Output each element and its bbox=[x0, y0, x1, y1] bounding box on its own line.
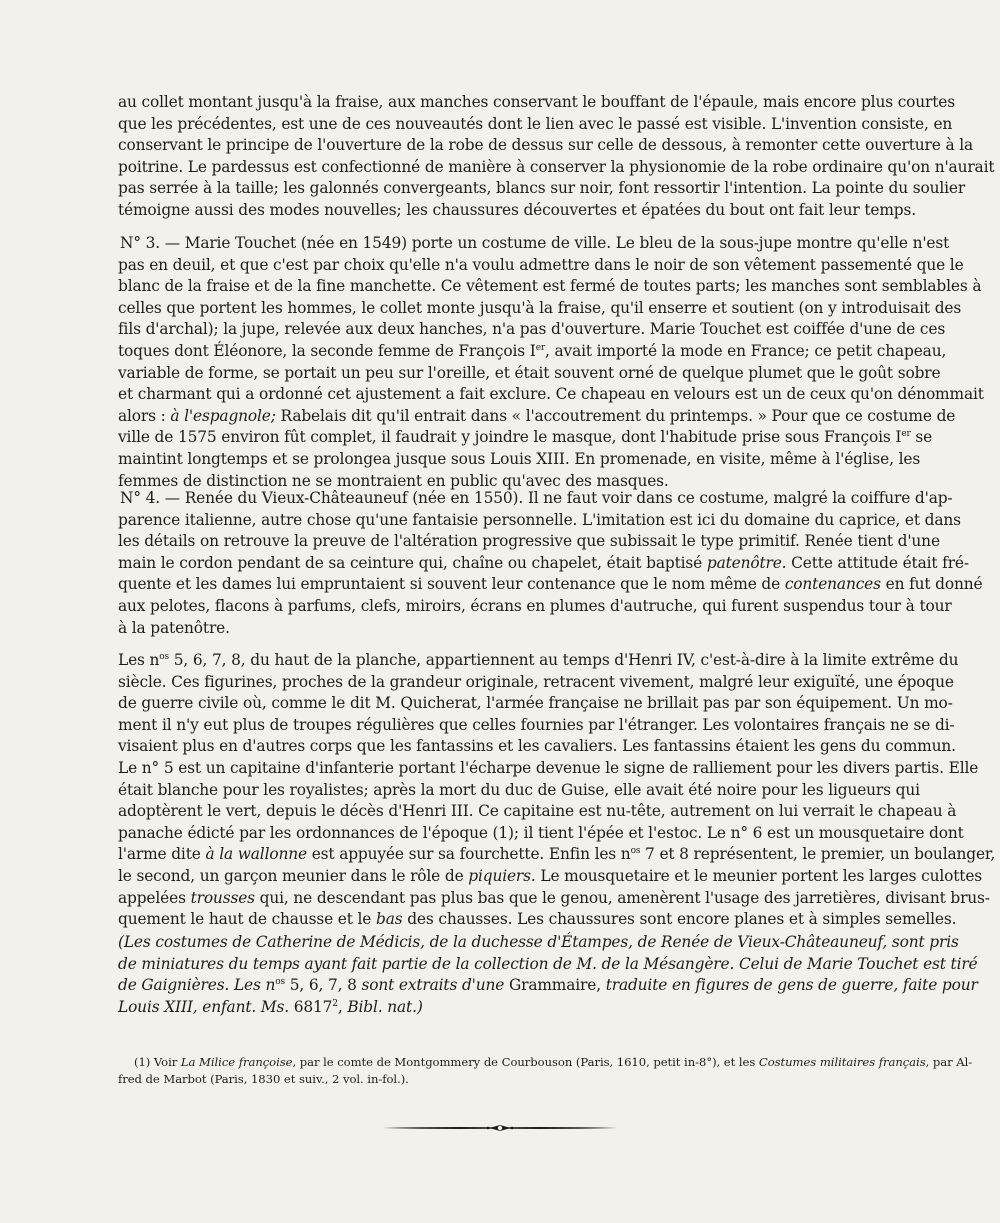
text-segment: (1) Voir bbox=[134, 1055, 181, 1069]
text-line: celles que portent les hommes, le collet monte jusqu'à la fraise, qu'il enserre et soutient (on y introduisait des bbox=[118, 298, 962, 317]
italic-term: piquiers. bbox=[468, 866, 536, 885]
text-line: conservant le principe de l'ouverture de la robe de dessus sur celle de dessous, à remonter cette ouverture à la bbox=[118, 136, 974, 155]
italic-text: traduite en figures de gens de guerre, faite pour bbox=[605, 976, 978, 995]
text-line: poitrine. Le pardessus est confectionné de manière à conserver la physionomie de la robe ordinaire qu'on n'aurait bbox=[118, 157, 995, 176]
italic-text: La Milice françoise bbox=[180, 1055, 293, 1069]
text-line: visaient plus en d'autres corps que les fantassins et les cavaliers. Les fantassins étaient les gens du commun. bbox=[118, 737, 956, 756]
text-line bbox=[118, 650, 959, 672]
text-line: panache édicté par les ordonnances de l'époque (1); il tient l'épée et l'estoc. Le n° 6 est un mousquetaire dont bbox=[118, 823, 964, 842]
paragraph-4 bbox=[118, 650, 996, 931]
text-line: parence italienne, autre chose qu'une fantaisie personnelle. L'imitation est ici du domaine du caprice, et dans bbox=[118, 510, 961, 529]
text-line: et charmant qui a ordonné cet ajustement a fait exclure. Ce chapeau en velours est un de ceux qu'on dénommait bbox=[118, 385, 984, 404]
text-line: maintint longtemps et se prolongea jusque sous Louis XIII. En promenade, en visite, même à l'église, les bbox=[118, 449, 921, 468]
italic-text: de Gaignières. Les n bbox=[118, 976, 276, 995]
text-segment: Grammaire, bbox=[504, 976, 606, 995]
superscript: 2 bbox=[332, 998, 338, 1009]
text-line: fred de Marbot (Paris, 1830 et suiv., 2 vol. in-fol.). bbox=[118, 1072, 409, 1086]
italic-text: de miniatures du temps ayant fait partie de la collection de M. de la Mésangère. Celui de Marie Touchet est tiré bbox=[118, 954, 978, 973]
text-segment: le second, un garçon meunier dans le rôle de bbox=[118, 866, 469, 885]
text-line bbox=[118, 975, 978, 997]
text-segment: qui, ne descendant pas plus bas que le genou, amenèrent l'usage des jarretières, divisant brus- bbox=[254, 888, 990, 907]
text-line: aux pelotes, flacons à parfums, clefs, miroirs, écrans en plumes d'autruche, qui furent suspendus tour à tour bbox=[118, 596, 952, 615]
italic-text: Louis XIII, enfant. Ms. bbox=[118, 997, 289, 1016]
superscript: er bbox=[535, 342, 546, 353]
text-line: les détails on retrouve la preuve de l'altération progressive que subissait le type primitif. Renée tient d'une bbox=[118, 532, 940, 551]
text-line bbox=[118, 866, 983, 888]
text-line bbox=[118, 888, 990, 910]
italic-term: contenances bbox=[784, 575, 881, 594]
text-segment: quement le haut de chausse et le bbox=[118, 910, 376, 929]
text-line bbox=[118, 1054, 973, 1071]
text-segment: 7 et 8 représentent, le premier, un boulanger, bbox=[640, 845, 996, 864]
text-segment: 6817 bbox=[288, 997, 333, 1016]
italic-term: à l'espagnole; bbox=[170, 406, 276, 425]
text-segment: 5, 6, 7, 8, du haut de la planche, appartiennent au temps d'Henri IV, c'est-à-dire à la limite extrême du bbox=[169, 651, 959, 669]
superscript: os bbox=[159, 651, 170, 662]
paragraph-2 bbox=[118, 233, 984, 492]
italic-term: à la wallonne bbox=[205, 845, 307, 864]
text-line: de guerre civile où, comme le dit M. Quicherat, l'armée française ne brillait pas par son équipement. Un mo- bbox=[118, 694, 953, 713]
text-segment: , par Al- bbox=[925, 1055, 973, 1069]
text-segment: alors : bbox=[118, 406, 171, 425]
text-line: ment il n'y eut plus de troupes régulières que celles fournies par l'étranger. Les volontaires français ne se di- bbox=[118, 715, 955, 734]
text-line: N° 4. — Renée du Vieux-Châteauneuf (née en 1550). Il ne faut voir dans ce costume, malgré la coiffure d'ap- bbox=[120, 489, 953, 507]
text-segment: en fut donné bbox=[880, 575, 983, 594]
text-line bbox=[118, 427, 933, 449]
text-line bbox=[118, 553, 969, 575]
text-line: blanc de la fraise et de la fine manchette. Ce vêtement est fermé de toutes parts; les manches sont semblables à bbox=[118, 277, 982, 296]
text-line bbox=[118, 341, 947, 363]
text-segment: Rabelais dit qu'il entrait dans « l'accoutrement du printemps. » Pour que ce costume de bbox=[275, 406, 956, 425]
text-line: au collet montant jusqu'à la fraise, aux manches conservant le bouffant de l'épaule, mais encore plus courtes bbox=[118, 93, 955, 111]
text-segment: , par le comte de Montgommery de Courbouson (Paris, 1610, petit in-8°), et les bbox=[292, 1055, 759, 1069]
italic-term: trousses bbox=[190, 888, 255, 907]
paragraph-3 bbox=[118, 488, 983, 639]
text-segment: , bbox=[337, 997, 348, 1016]
text-line bbox=[118, 997, 902, 1019]
italic-text: Costumes militaires français bbox=[758, 1055, 926, 1069]
text-segment: est appuyée sur sa fourchette. Enfin les n bbox=[306, 845, 631, 864]
superscript: os bbox=[630, 846, 641, 857]
text-segment: l'arme dite bbox=[118, 845, 206, 864]
text-line: pas en deuil, et que c'est par choix qu'elle n'a voulu admettre dans le noir de son vêtement passementé que le bbox=[118, 255, 964, 274]
text-segment: Le mousquetaire et le meunier portent les larges culottes bbox=[535, 866, 983, 885]
footnote bbox=[118, 1054, 973, 1088]
text-segment: appelées bbox=[118, 888, 191, 907]
text-line: à la patenôtre. bbox=[118, 618, 230, 637]
text-line: fils d'archal); la jupe, relevée aux deux hanches, n'a pas d'ouverture. Marie Touchet est coiffée d'une de ces bbox=[118, 320, 946, 339]
text-line bbox=[118, 954, 978, 976]
text-segment: des chausses. Les chaussures sont encore planes et à simples semelles. bbox=[402, 910, 957, 929]
text-segment: , avait importé la mode en France; ce petit chapeau, bbox=[545, 341, 947, 360]
credits-paragraph bbox=[118, 932, 978, 1018]
text-line: pas serrée à la taille; les galonnés convergeants, blancs sur noir, font ressortir l'intention. La pointe du soulier bbox=[118, 179, 966, 198]
text-segment: toques dont Éléonore, la seconde femme de François I bbox=[118, 341, 536, 360]
paragraph-1 bbox=[118, 92, 995, 222]
italic-text: Bibl. nat.) bbox=[347, 997, 423, 1016]
text-line: N° 3. — Marie Touchet (née en 1549) porte un costume de ville. Le bleu de la sous-jupe montre qu'elle n'est bbox=[120, 234, 950, 252]
text-segment: se bbox=[910, 428, 933, 447]
italic-text: (Les costumes de Catherine de Médicis, de la duchesse d'Étampes, de Renée de Vieux-Châteauneuf, sont pris bbox=[118, 933, 959, 951]
text-segment: 5, 6, 7, 8 bbox=[284, 976, 362, 995]
text-line bbox=[118, 574, 983, 596]
italic-term: patenôtre. bbox=[706, 553, 787, 572]
ornament-divider-icon bbox=[380, 1122, 620, 1134]
text-line: adoptèrent le vert, depuis le décès d'Henri III. Ce capitaine est nu-tête, autrement on lui verrait le chapeau à bbox=[118, 802, 957, 821]
text-segment: Cette attitude était fré- bbox=[786, 553, 969, 572]
text-line: variable de forme, se portait un peu sur l'oreille, et était souvent orné de quelque plumet que le goût sobre bbox=[118, 363, 941, 382]
text-segment: quente et les dames lui empruntaient si souvent leur contenance que le nom même de bbox=[118, 575, 785, 594]
text-line: femmes de distinction ne se montraient en public qu'avec des masques. bbox=[118, 471, 669, 490]
superscript: os bbox=[275, 977, 285, 988]
superscript: er bbox=[901, 429, 911, 440]
italic-term: bas bbox=[376, 910, 403, 929]
text-line: témoigne aussi des modes nouvelles; les chaussures découvertes et épatées du bout ont fait leur temps. bbox=[118, 200, 916, 219]
text-line: que les précédentes, est une de ces nouveautés dont le lien avec le passé est visible. L'invention consiste, en bbox=[118, 114, 953, 133]
text-line bbox=[118, 932, 959, 954]
text-line bbox=[118, 909, 957, 931]
text-line: siècle. Ces figurines, proches de la grandeur originale, retracent vivement, malgré leur exiguïté, une époque bbox=[118, 672, 954, 691]
text-segment: main le cordon pendant de sa ceinture qui, chaîne ou chapelet, était baptisé bbox=[118, 553, 707, 572]
text-line: Le n° 5 est un capitaine d'infanterie portant l'écharpe devenue le signe de ralliement pour les divers partis. Elle bbox=[118, 758, 979, 777]
text-line bbox=[118, 406, 956, 428]
text-line bbox=[118, 844, 996, 866]
text-line: était blanche pour les royalistes; après la mort du duc de Guise, elle avait été noire pour les ligueurs qui bbox=[118, 780, 920, 799]
text-segment: Les n bbox=[118, 651, 160, 669]
text-segment: ville de 1575 environ fût complet, il faudrait y joindre le masque, dont l'habitude prise sous François I bbox=[118, 428, 902, 447]
italic-text: sont extraits d'une bbox=[361, 976, 505, 995]
